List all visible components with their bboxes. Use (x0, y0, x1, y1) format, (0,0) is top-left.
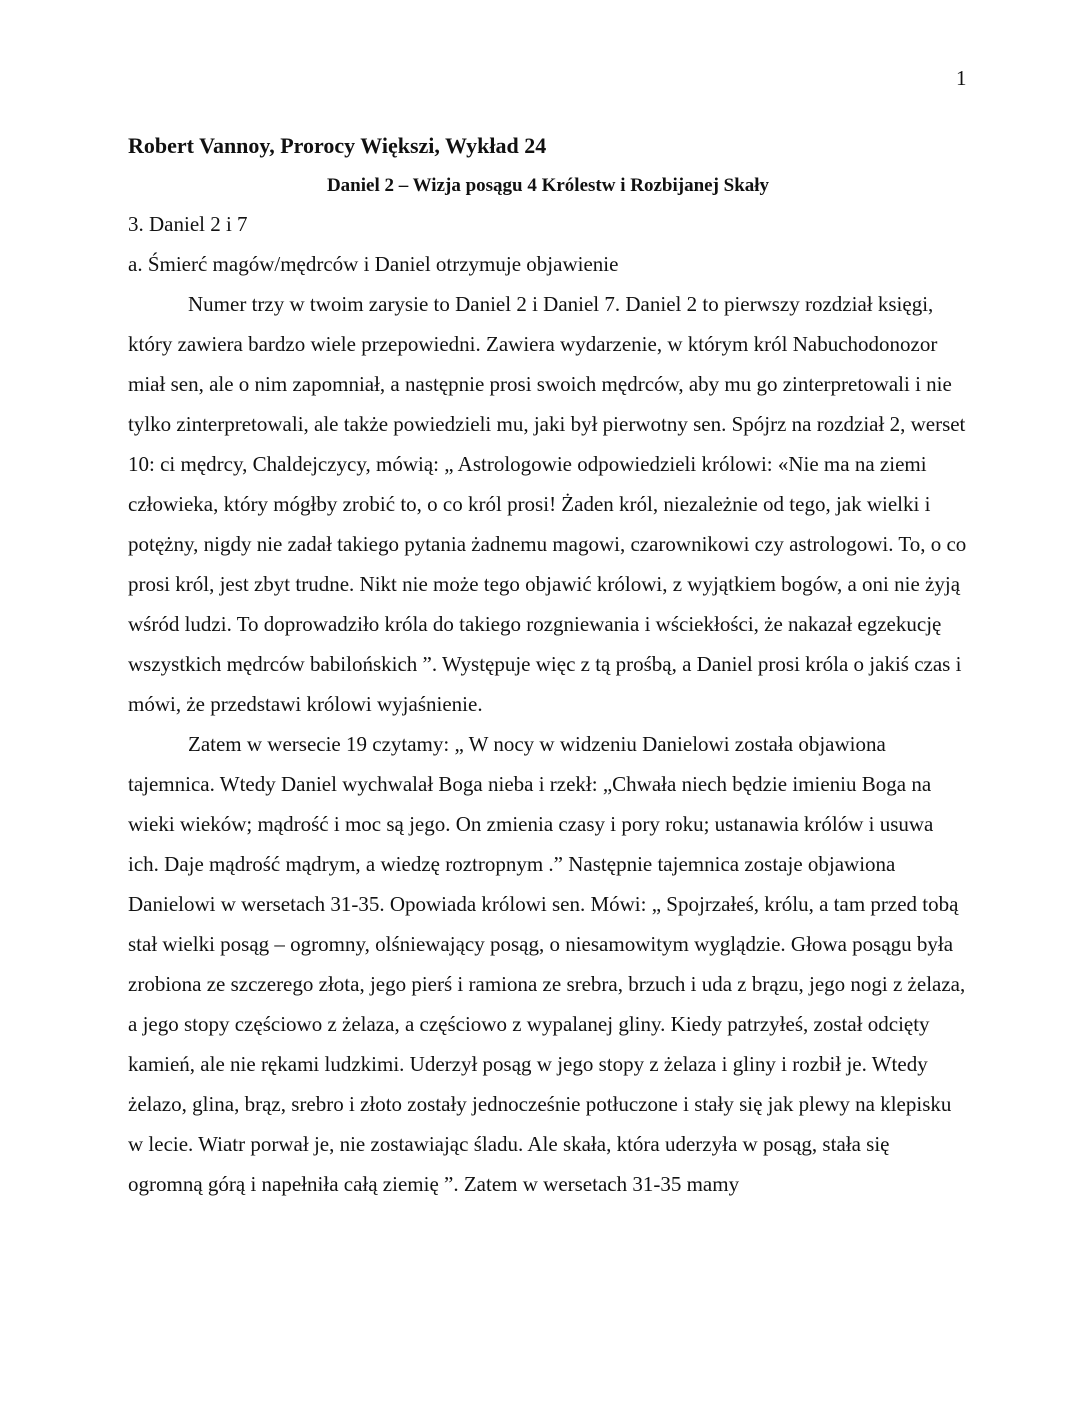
subsection-heading: a. Śmierć magów/mędrców i Daniel otrzymuje objawienie (128, 252, 619, 276)
paragraph: Zatem w wersecie 19 czytamy: „ W nocy w widzeniu Danielowi została objawiona tajemnica. Wtedy Daniel wychwalał Boga nieba i rzekł: „Chwała niech będzie imieniu Boga na wieki wieków; mądrość i moc są jego. On zmienia czasy i pory roku; ustanawia królów i usuwa ich. Daje mądrość mądrym, a wiedzę roztropnym .” Następnie tajemnica zostaje objawiona Danielowi w wersetach 31-35. Opowiada królowi sen. Mówi: „ Spojrzałeś, królu, a tam przed tobą stał wielki posąg – ogromny, olśniewający posąg, o niesamowitym wyglądzie. Głowa posągu była zrobiona ze szczerego złota, jego pierś i ramiona ze srebra, brzuch i uda z brązu, jego nogi z żelaza, a jego stopy częściowo z żelaza, a częściowo z wypalanej gliny. Kiedy patrzyłeś, został odcięty kamień, ale nie rękami ludzkimi. Uderzył posąg w jego stopy z żelaza i gliny i rozbił je. Wtedy żelazo, glina, brąz, srebro i złoto zostały jednocześnie potłuczone i stały się jak plewy na klepisku w lecie. Wiatr porwał je, nie zostawiając śladu. Ale skała, która uderzyła w posąg, stała się ogromną górą i napełniła całą ziemię ”. Zatem w wersetach 31-35 mamy (128, 732, 966, 1196)
paragraph: Numer trzy w twoim zarysie to Daniel 2 i Daniel 7. Daniel 2 to pierwszy rozdział księgi, który zawiera bardzo wiele przepowiedni. Zawiera wydarzenie, w którym król Nabuchodonozor miał sen, ale o nim zapomniał, a następnie prosi swoich mędrców, aby mu go zinterpretowali i nie tylko zinterpretowali, ale także powiedzieli mu, jaki był pierwotny sen. Spójrz na rozdział 2, werset 10: ci mędrcy, Chaldejczycy, mówią: „ Astrologowie odpowiedzieli królowi: «Nie ma na ziemi człowieka, który mógłby zrobić to, o co król prosi! Żaden król, niezależnie od tego, jak wielki i potężny, nigdy nie zadał takiego pytania żadnemu magowi, czarownikowi czy astrologowi. To, o co prosi król, jest zbyt trudne. Nikt nie może tego objawić królowi, z wyjątkiem bogów, a oni nie żyją wśród ludzi. To doprowadziło króla do takiego rozgniewania i wściekłości, że nakazał egzekucję wszystkich mędrców babilońskich ”. Występuje więc z tą prośbą, a Daniel prosi króla o jakiś czas i mówi, że przedstawi królowi wyjaśnienie. (128, 292, 967, 716)
page-number: 1 (956, 66, 967, 90)
document-subtitle: Daniel 2 – Wizja posągu 4 Królestw i Rozbijanej Skały (326, 175, 770, 196)
document-body (128, 128, 968, 1204)
document-title: Robert Vannoy, Prorocy Większi, Wykład 24 (128, 133, 547, 158)
section-heading: 3. Daniel 2 i 7 (128, 212, 248, 236)
